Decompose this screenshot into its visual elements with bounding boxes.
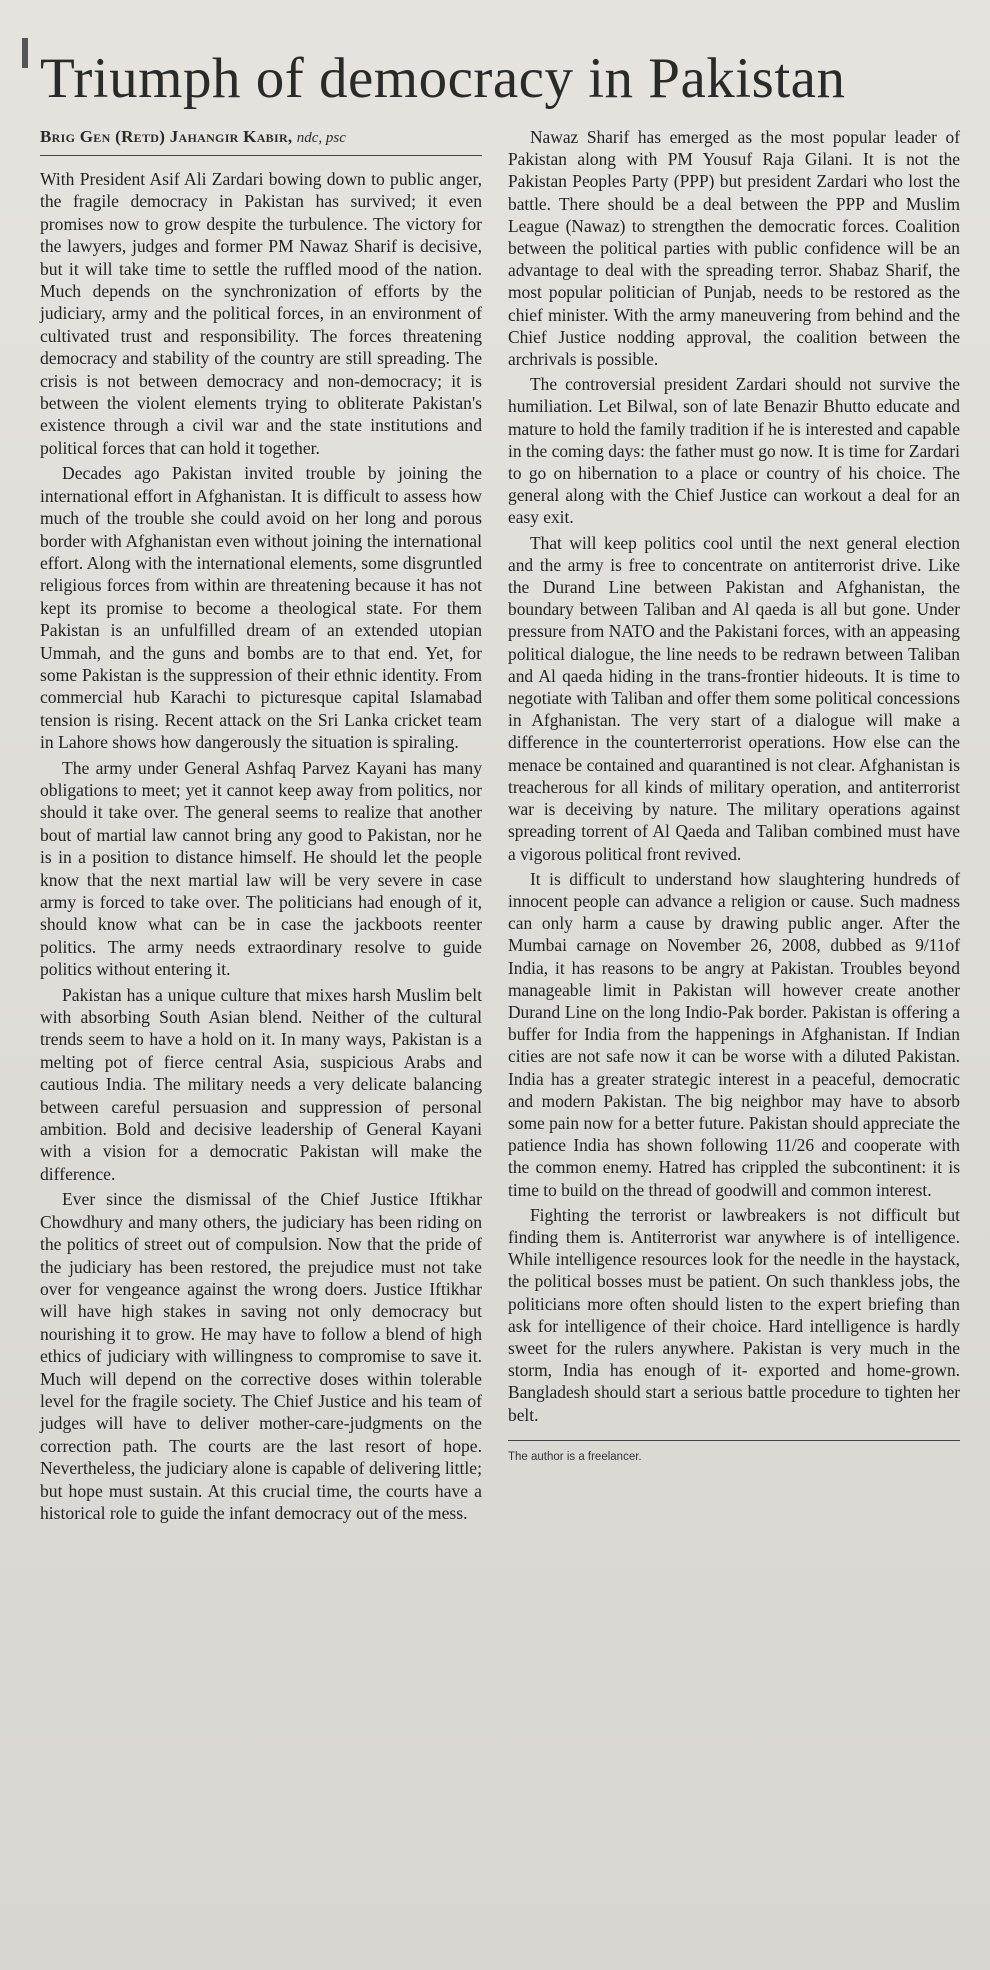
headline: Triumph of democracy in Pakistan <box>40 47 846 110</box>
author-name: Brig Gen (Retd) Jahangir Kabir, <box>40 127 293 146</box>
paragraph: Decades ago Pakistan invited trouble by joining the international effort in Afghanistan. It is difficult to assess how much of the trouble she could avoid on her long and porous border with Afghanistan even without joining the international effort. Along with the international elements, some disgruntled religious forces from within are threatening because it has not kept its promise to become a theological state. For them Pakistan is an unfulfilled dream of an extended utopian Ummah, and the guns and bombs are to that end. Yet, for some Pakistan is the suppression of their ethnic identity. From commercial hub Karachi to picturesque capital Islamabad tension is rising. Recent attack on the Sri Lanka cricket team in Lahore shows how dangerously the situation is spiraling. <box>40 463 482 753</box>
author-credentials: ndc, psc <box>296 130 346 146</box>
paragraph: Fighting the terrorist or lawbreakers is not difficult but finding them is. Antiterrorist war anywhere is of intelligence. While intelligence resources look for the needle in the haystack, the political bosses must be patient. On such thankless jobs, the politicians more often should listen to the expert briefing than ask for intelligence of their choice. Hard intelligence is hardly sweet for the rulers anywhere. Pakistan is very much in the storm, India has enough of it- exported and home-grown. Bangladesh should start a serious battle procedure to tighten her belt. <box>508 1204 960 1425</box>
paragraph: That will keep politics cool until the next general election and the army is free to concentrate on antiterrorist drive. Like the Durand Line between Pakistan and Afghanistan, the boundary between Taliban and Al qaeda is all but gone. Under pressure from NATO and the Pakistani forces, with an appeasing political dialogue, the line needs to be redrawn between Taliban and Al qaeda hiding in the trans-frontier hideouts. It is time to negotiate with Taliban and offer them some political concessions in Afghanistan. The very start of a dialogue will make a difference in the counterterrorist operations. How else can the menace be contained and quarantined is not clear. Afghanistan is treacherous for all kinds of military operation, and antiterrorist war is deceiving by nature. The military operations against spreading torrent of Al Qaeda and Taliban combined must have a vigorous political front revived. <box>508 532 960 864</box>
paragraph: Ever since the dismissal of the Chief Justice Iftikhar Chowdhury and many others, the judiciary has been riding on the politics of street out of compulsion. Now that the pride of the judiciary has been restored, the prejudice must not take over for vengeance against the wrong doers. Justice Iftikhar will have high stakes in saving not only democracy but nourishing it to grow. He may have to follow a blend of high ethics of judiciary with willingness to compromise to save it. Much will depend on the corrective doses within tolerable level for the fragile society. The Chief Justice and his team of judges will have to deliver mother-care-judgments on the correction path. The courts are the last resort of hope. Nevertheless, the judiciary alone is capable of delivering little; but hope must sustain. At this crucial time, the courts have a historical role to guide the infant democracy out of the mess. <box>40 1189 482 1523</box>
author-note: The author is a freelancer. <box>508 1450 642 1463</box>
footer-divider <box>508 1440 960 1441</box>
right-column <box>508 126 960 1463</box>
left-column <box>40 126 482 1527</box>
paragraph: With President Asif Ali Zardari bowing down to public anger, the fragile democracy in Pakistan has survived; it even promises now to grow despite the turbulence. The victory for the lawyers, judges and former PM Nawaz Sharif is decisive, but it will take time to settle the ruffled mood of the nation. Much depends on the synchronization of efforts by the judiciary, army and the political forces, in an environment of cultivated trust and responsibility. The forces threatening democracy and stability of the country are still spreading. The crisis is not between democracy and non-democracy; it is between the violent elements trying to obliterate Pakistan's existence through a civil war and the state institutions and political forces that can hold it together. <box>40 169 482 458</box>
paragraph: Pakistan has a unique culture that mixes harsh Muslim belt with absorbing South Asian blend. Neither of the cultural trends seem to have a hold on it. In many ways, Pakistan is a melting pot of fierce central Asia, suspicious Arabs and cautious India. The military needs a very delicate balancing between careful persuasion and suppression of personal ambition. Bold and decisive leadership of General Kayani with a vision for a democratic Pakistan will make the difference. <box>40 984 482 1184</box>
byline <box>40 126 482 156</box>
paragraph: It is difficult to understand how slaughtering hundreds of innocent people can advance a religion or cause. Such madness can only harm a cause by drawing public anger. After the Mumbai carnage on November 26, 2008, dubbed as 9/11of India, it has reasons to be angry at Pakistan. Troubles beyond manageable limit in Pakistan will however create another Durand Line on the long Indio-Pak border. Pakistan is offering a buffer for India from the happenings in Afghanistan. If Indian cities are not safe now it can be worse with a diluted Pakistan. India has a greater strategic interest in a peaceful, democratic and modern Pakistan. The big neighbor may have to absorb some pain now for a better future. Pakistan should appreciate the patience India has shown following 11/26 and cooperate with the common enemy. Hatred has crippled the subcontinent: it is time to build on the thread of goodwill and common interest. <box>508 868 960 1200</box>
column-rule-marker <box>22 38 28 68</box>
paragraph: Nawaz Sharif has emerged as the most popular leader of Pakistan along with PM Yousuf Raja Gilani. It is not the Pakistan Peoples Party (PPP) but president Zardari who lost the battle. There should be a deal between the PPP and Muslim League (Nawaz) to strengthen the democratic forces. Coalition between the political parties with public confidence will be an advantage to deal with the spreading terror. Shabaz Sharif, the most popular politician of Punjab, needs to be restored as the chief minister. With the army maneuvering from behind and the Chief Justice nodding approval, the coalition between the archrivals is possible. <box>508 127 960 370</box>
paragraph: The army under General Ashfaq Parvez Kayani has many obligations to meet; yet it cannot keep away from politics, nor should it take over. The general seems to realize that another bout of martial law cannot bring any good to Pakistan, nor he is in a position to distance himself. He should let the people know that the next martial law will be very severe in case army is forced to take over. The politicians had enough of it, should know what can be in case the jackboots reenter politics. The army needs extraordinary resolve to guide politics without entering it. <box>40 757 482 980</box>
paragraph: The controversial president Zardari should not survive the humiliation. Let Bilwal, son of late Benazir Bhutto educate and mature to hold the family tradition if he is interested and capable in the coming days: the father must go now. It is time for Zardari to go on hibernation to a place or country of his choice. The general along with the Chief Justice can workout a deal for an easy exit. <box>508 374 960 528</box>
